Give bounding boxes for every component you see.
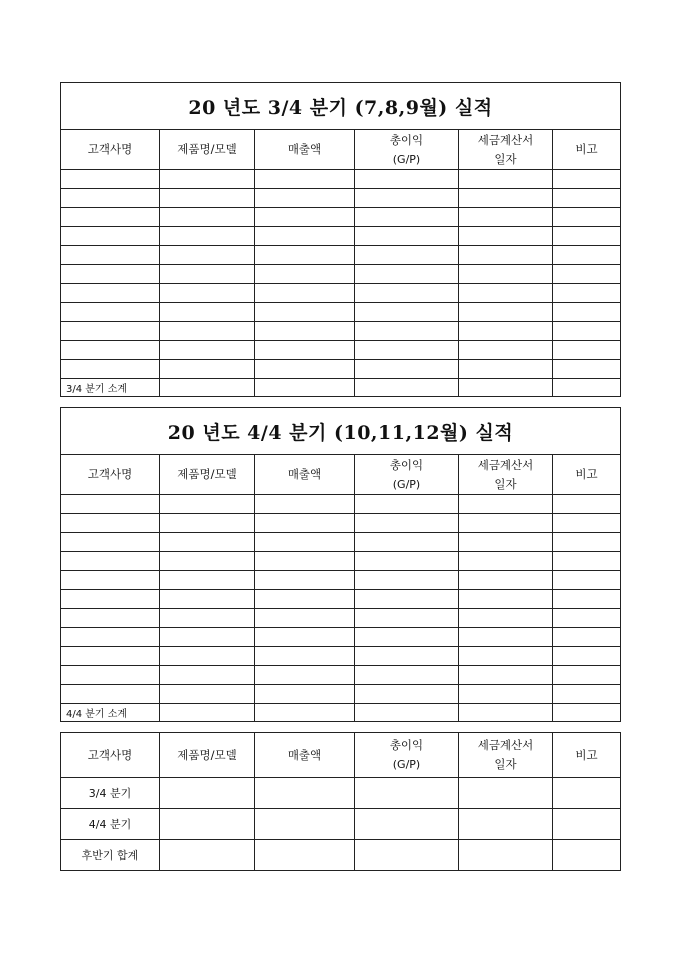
table-cell[interactable]: [459, 778, 553, 809]
table-cell[interactable]: [553, 341, 621, 360]
table-cell[interactable]: [160, 379, 255, 397]
table-cell[interactable]: [255, 840, 355, 871]
table-cell[interactable]: [160, 495, 255, 514]
table-cell[interactable]: [160, 170, 255, 189]
col-header-remarks: 비고: [553, 733, 621, 778]
table-cell[interactable]: [355, 666, 459, 685]
table-cell[interactable]: [553, 552, 621, 571]
table-cell[interactable]: [61, 628, 160, 647]
table-cell[interactable]: [459, 360, 553, 379]
second-half-summary-sheet: [60, 732, 620, 871]
table-cell[interactable]: [61, 341, 160, 360]
table-row: [61, 303, 621, 322]
table-row: [61, 666, 621, 685]
table-cell[interactable]: [255, 341, 355, 360]
table-row: [61, 609, 621, 628]
table-cell[interactable]: [255, 704, 355, 722]
col-header-remarks: 비고: [553, 455, 621, 495]
table-cell[interactable]: [355, 609, 459, 628]
table-cell[interactable]: [61, 495, 160, 514]
table-cell[interactable]: [459, 533, 553, 552]
table-row: [61, 533, 621, 552]
table-cell[interactable]: [255, 666, 355, 685]
table-cell[interactable]: [61, 189, 160, 208]
table-cell[interactable]: [255, 322, 355, 341]
table-cell[interactable]: [355, 303, 459, 322]
q4-title: 20 년도 4/4 분기 (10,11,12월) 실적: [61, 408, 621, 455]
q4-performance-table: [60, 407, 621, 722]
table-cell[interactable]: [355, 571, 459, 590]
table-cell[interactable]: [553, 360, 621, 379]
table-cell[interactable]: [255, 514, 355, 533]
table-row: [61, 590, 621, 609]
table-cell[interactable]: [553, 303, 621, 322]
table-cell[interactable]: [255, 208, 355, 227]
table-cell[interactable]: [553, 628, 621, 647]
table-cell[interactable]: [160, 609, 255, 628]
table-cell[interactable]: [355, 778, 459, 809]
table-cell[interactable]: [255, 552, 355, 571]
table-cell[interactable]: [553, 533, 621, 552]
table-cell[interactable]: [160, 246, 255, 265]
table-cell[interactable]: [255, 495, 355, 514]
table-row: [61, 360, 621, 379]
table-cell[interactable]: [61, 303, 160, 322]
table-cell[interactable]: [255, 170, 355, 189]
table-cell[interactable]: [255, 379, 355, 397]
q3-performance-sheet: [60, 82, 620, 397]
table-cell[interactable]: [160, 514, 255, 533]
table-cell[interactable]: [160, 840, 255, 871]
table-cell[interactable]: [553, 778, 621, 809]
table-cell[interactable]: [459, 809, 553, 840]
q4-subtotal-row: [61, 704, 621, 722]
table-cell[interactable]: [355, 284, 459, 303]
q3-header-row: [61, 130, 621, 170]
table-cell[interactable]: [255, 809, 355, 840]
table-cell[interactable]: [553, 590, 621, 609]
table-cell[interactable]: [160, 590, 255, 609]
col-header-gross-profit: 총이익 (G/P): [355, 733, 459, 778]
table-cell[interactable]: [355, 533, 459, 552]
table-cell[interactable]: [61, 322, 160, 341]
table-cell[interactable]: [255, 265, 355, 284]
q4-performance-sheet: [60, 407, 620, 722]
table-cell[interactable]: [459, 495, 553, 514]
table-cell[interactable]: [355, 495, 459, 514]
col-header-customer: 고객사명: [61, 455, 160, 495]
table-cell[interactable]: [255, 284, 355, 303]
table-cell[interactable]: [160, 552, 255, 571]
table-cell[interactable]: [160, 778, 255, 809]
table-cell[interactable]: [459, 322, 553, 341]
table-cell[interactable]: [160, 265, 255, 284]
table-row: [61, 571, 621, 590]
col-header-invoice-date: 세금계산서 일자: [459, 130, 553, 170]
table-cell[interactable]: [61, 170, 160, 189]
table-cell[interactable]: [553, 208, 621, 227]
table-cell[interactable]: [355, 685, 459, 704]
table-cell[interactable]: [160, 322, 255, 341]
table-cell[interactable]: [61, 685, 160, 704]
table-cell[interactable]: [160, 303, 255, 322]
table-cell[interactable]: [355, 704, 459, 722]
table-cell[interactable]: [160, 189, 255, 208]
table-cell[interactable]: [355, 246, 459, 265]
table-cell[interactable]: [160, 685, 255, 704]
table-cell[interactable]: [61, 533, 160, 552]
table-cell[interactable]: [459, 341, 553, 360]
table-cell[interactable]: [255, 571, 355, 590]
table-cell[interactable]: [255, 609, 355, 628]
table-cell[interactable]: [459, 265, 553, 284]
col-header-customer: 고객사명: [61, 733, 160, 778]
col-header-sales: 매출액: [255, 455, 355, 495]
table-cell[interactable]: [355, 360, 459, 379]
table-cell[interactable]: [255, 628, 355, 647]
table-cell[interactable]: [355, 628, 459, 647]
table-cell[interactable]: [553, 609, 621, 628]
table-cell[interactable]: [553, 809, 621, 840]
table-cell[interactable]: [255, 189, 355, 208]
table-cell[interactable]: [355, 208, 459, 227]
table-cell[interactable]: [160, 704, 255, 722]
table-cell[interactable]: [255, 647, 355, 666]
table-cell[interactable]: [61, 552, 160, 571]
table-row: [61, 552, 621, 571]
table-cell[interactable]: [355, 514, 459, 533]
table-cell[interactable]: [459, 840, 553, 871]
table-cell[interactable]: [553, 514, 621, 533]
table-cell[interactable]: [61, 246, 160, 265]
table-cell[interactable]: [355, 189, 459, 208]
second-half-summary-table: [60, 732, 621, 871]
summary-row-label: 후반기 합계: [61, 840, 160, 871]
summary-row: [61, 778, 621, 809]
table-cell[interactable]: [160, 628, 255, 647]
table-cell[interactable]: [553, 322, 621, 341]
table-row: [61, 246, 621, 265]
table-cell[interactable]: [553, 571, 621, 590]
summary-row: [61, 840, 621, 871]
table-cell[interactable]: [553, 246, 621, 265]
table-cell[interactable]: [355, 552, 459, 571]
table-cell[interactable]: [553, 666, 621, 685]
summary-header-row: [61, 733, 621, 778]
summary-row: [61, 809, 621, 840]
table-row: [61, 322, 621, 341]
table-cell[interactable]: [355, 840, 459, 871]
table-cell[interactable]: [355, 809, 459, 840]
q4-header-row: [61, 455, 621, 495]
table-cell[interactable]: [255, 778, 355, 809]
table-row: [61, 685, 621, 704]
table-cell[interactable]: [459, 170, 553, 189]
table-cell[interactable]: [61, 609, 160, 628]
table-cell[interactable]: [61, 666, 160, 685]
table-cell[interactable]: [553, 647, 621, 666]
q3-subtotal-label: 3/4 분기 소계: [61, 379, 160, 397]
table-cell[interactable]: [355, 379, 459, 397]
table-cell[interactable]: [553, 227, 621, 246]
table-cell[interactable]: [459, 227, 553, 246]
table-cell[interactable]: [255, 533, 355, 552]
table-cell[interactable]: [160, 341, 255, 360]
table-cell[interactable]: [160, 666, 255, 685]
table-cell[interactable]: [61, 208, 160, 227]
table-cell[interactable]: [459, 571, 553, 590]
table-cell[interactable]: [61, 514, 160, 533]
q3-subtotal-row: [61, 379, 621, 397]
table-cell[interactable]: [255, 590, 355, 609]
col-header-invoice-date: 세금계산서 일자: [459, 455, 553, 495]
table-cell[interactable]: [255, 227, 355, 246]
table-row: [61, 284, 621, 303]
table-row: [61, 514, 621, 533]
table-cell[interactable]: [459, 208, 553, 227]
table-cell[interactable]: [459, 379, 553, 397]
table-cell[interactable]: [459, 303, 553, 322]
table-cell[interactable]: [553, 379, 621, 397]
table-cell[interactable]: [61, 265, 160, 284]
table-cell[interactable]: [61, 647, 160, 666]
summary-row-label: 4/4 분기: [61, 809, 160, 840]
table-row: [61, 208, 621, 227]
table-cell[interactable]: [61, 360, 160, 379]
table-row: [61, 647, 621, 666]
col-header-product: 제품명/모델: [160, 733, 255, 778]
table-cell[interactable]: [553, 704, 621, 722]
table-cell[interactable]: [255, 685, 355, 704]
table-cell[interactable]: [160, 360, 255, 379]
col-header-remarks: 비고: [553, 130, 621, 170]
table-cell[interactable]: [160, 208, 255, 227]
col-header-invoice-date: 세금계산서 일자: [459, 733, 553, 778]
col-header-gross-profit: 총이익 (G/P): [355, 130, 459, 170]
table-row: [61, 227, 621, 246]
table-row: [61, 265, 621, 284]
table-cell[interactable]: [355, 170, 459, 189]
table-cell[interactable]: [355, 227, 459, 246]
table-cell[interactable]: [459, 552, 553, 571]
table-row: [61, 495, 621, 514]
table-cell[interactable]: [355, 590, 459, 609]
table-cell[interactable]: [553, 685, 621, 704]
table-row: [61, 628, 621, 647]
table-cell[interactable]: [459, 246, 553, 265]
table-cell[interactable]: [255, 360, 355, 379]
table-cell[interactable]: [255, 303, 355, 322]
col-header-customer: 고객사명: [61, 130, 160, 170]
table-cell[interactable]: [553, 840, 621, 871]
table-cell[interactable]: [459, 666, 553, 685]
table-row: [61, 170, 621, 189]
table-cell[interactable]: [553, 495, 621, 514]
table-cell[interactable]: [459, 284, 553, 303]
table-cell[interactable]: [459, 628, 553, 647]
table-row: [61, 341, 621, 360]
q3-title: 20 년도 3/4 분기 (7,8,9월) 실적: [61, 83, 621, 130]
table-cell[interactable]: [355, 647, 459, 666]
table-cell[interactable]: [61, 227, 160, 246]
table-cell[interactable]: [459, 704, 553, 722]
table-cell[interactable]: [459, 647, 553, 666]
table-cell[interactable]: [553, 170, 621, 189]
table-cell[interactable]: [61, 590, 160, 609]
col-header-product: 제품명/모델: [160, 130, 255, 170]
col-header-sales: 매출액: [255, 733, 355, 778]
table-cell[interactable]: [160, 284, 255, 303]
table-cell[interactable]: [355, 341, 459, 360]
table-cell[interactable]: [61, 284, 160, 303]
table-cell[interactable]: [61, 571, 160, 590]
table-cell[interactable]: [160, 647, 255, 666]
table-cell[interactable]: [160, 533, 255, 552]
table-cell[interactable]: [355, 322, 459, 341]
table-row: [61, 189, 621, 208]
q3-performance-table: [60, 82, 621, 397]
col-header-sales: 매출액: [255, 130, 355, 170]
table-cell[interactable]: [459, 590, 553, 609]
table-cell[interactable]: [355, 265, 459, 284]
summary-row-label: 3/4 분기: [61, 778, 160, 809]
col-header-product: 제품명/모델: [160, 455, 255, 495]
table-cell[interactable]: [459, 189, 553, 208]
table-cell[interactable]: [553, 189, 621, 208]
table-cell[interactable]: [459, 685, 553, 704]
table-cell[interactable]: [553, 265, 621, 284]
table-cell[interactable]: [160, 809, 255, 840]
table-cell[interactable]: [255, 246, 355, 265]
table-cell[interactable]: [160, 227, 255, 246]
q4-subtotal-label: 4/4 분기 소계: [61, 704, 160, 722]
col-header-gross-profit: 총이익 (G/P): [355, 455, 459, 495]
table-cell[interactable]: [160, 571, 255, 590]
table-cell[interactable]: [459, 609, 553, 628]
table-cell[interactable]: [459, 514, 553, 533]
table-cell[interactable]: [553, 284, 621, 303]
